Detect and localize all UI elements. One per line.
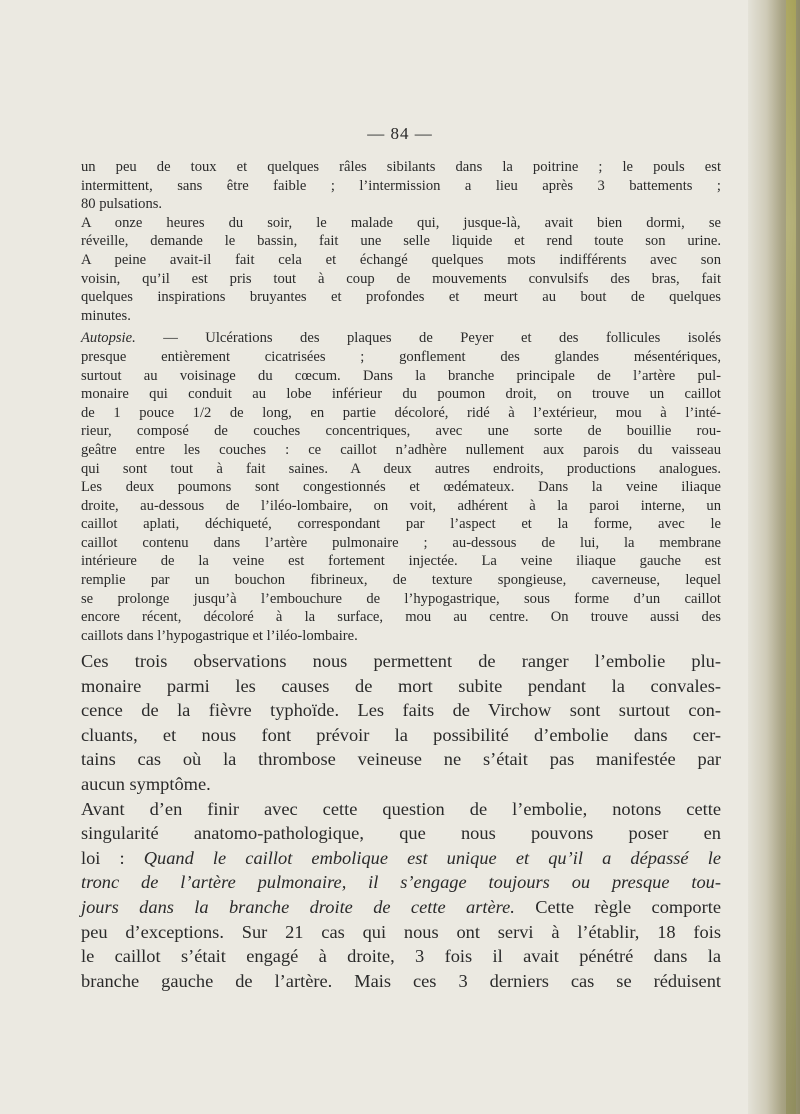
text-line: de 1 pouce 1/2 de long, en partie décoloré, ridé à l’extérieur, mou à l’inté- <box>81 404 721 421</box>
text-line: Les deux poumons sont congestionnés et œdémateux. Dans la veine iliaque <box>81 479 721 496</box>
text-line: un peu de toux et quelques râles sibilants dans la poitrine ; le pouls est <box>81 159 721 175</box>
text-line: branche gauche de l’artère. Mais ces 3 derniers cas se réduisent <box>81 970 721 991</box>
text-line: le caillot s’était engagé à droite, 3 fois il avait pénétré dans la <box>81 946 721 967</box>
page-number: — 84 — <box>367 124 433 143</box>
text-line: geâtre entre les couches : ce caillot n’adhère nullement aux parois du vaisseau <box>81 441 721 458</box>
text-line: peu d’exceptions. Sur 21 cas qui nous ont servi à l’établir, 18 fois <box>81 921 721 942</box>
text-fragment: — Ulcérations des plaques de Peyer et des follicules isolés <box>135 330 721 347</box>
text-line: aucun symptôme. <box>81 773 211 794</box>
text-line: tains cas où la thrombose veineuse ne s’était pas manifestée par <box>81 749 721 770</box>
paragraph-death <box>81 214 721 326</box>
text-line: minutes. <box>81 307 131 324</box>
text-line: cluants, et nous font prévoir la possibilité d’embolie dans cer- <box>81 724 721 745</box>
text-line: encore récent, décoloré à la surface, mou au centre. On trouve aussi des <box>81 609 721 626</box>
text-line: intermittent, sans être faible ; l’intermission a lieu après 3 battements ; <box>81 177 721 194</box>
rule-emphasis: Quand le caillot embolique est unique et qu’il a dépassé le <box>143 847 721 868</box>
main-text-section <box>81 649 721 993</box>
text-line: singularité anatomo-pathologique, que nous pouvons poser en <box>81 823 721 844</box>
text-line: caillots dans l’hypogastrique et l’iléo-lombaire. <box>81 627 358 644</box>
text-fragment: Cette règle comporte <box>514 896 721 917</box>
small-print-section <box>81 158 721 645</box>
text-line: surtout au voisinage du cœcum. Dans la branche principale de l’artère pul- <box>81 367 721 384</box>
paragraph-autopsy <box>81 329 721 645</box>
rule-emphasis: jours dans la branche droite de cette artère. <box>81 896 515 917</box>
paragraph-symptoms <box>81 158 721 214</box>
text-line: voisin, qu’il est pris tout à coup de mouvements convulsifs des bras, fait <box>81 270 721 287</box>
text-line: monaire parmi les causes de mort subite pendant la convales- <box>81 675 721 696</box>
text-line: caillot aplati, déchiqueté, correspondant par l’aspect et la forme, avec le <box>81 516 721 533</box>
text-line: qui sont tout à fait saines. A deux autres endroits, productions analogues. <box>81 460 721 477</box>
page-edge-shadow <box>748 0 800 1114</box>
text-line <box>81 329 721 348</box>
text-line: intérieure de la veine est fortement injectée. La veine iliaque gauche est <box>81 553 721 570</box>
paragraph-rule <box>81 797 721 994</box>
text-line: remplie par un bouchon fibrineux, de texture spongieuse, caverneuse, lequel <box>81 572 721 589</box>
text-line: presque entièrement cicatrisées ; gonflement des glandes mésentériques, <box>81 348 721 365</box>
paragraph-conclusion <box>81 649 721 797</box>
text-line: Avant d’en finir avec cette question de l’embolie, notons cette <box>81 798 721 819</box>
text-line: quelques inspirations bruyantes et profondes et meurt au bout de quelques <box>81 289 721 306</box>
text-line: 80 pulsations. <box>81 196 163 213</box>
autopsy-label: Autopsie. <box>81 330 136 347</box>
text-line: A onze heures du soir, le malade qui, jusque-là, avait bien dormi, se <box>81 214 721 231</box>
text-line: rieur, composé de couches concentriques, avec une sorte de bouillie rou- <box>81 423 721 440</box>
text-line <box>81 846 721 871</box>
text-line: Ces trois observations nous permettent de ranger l’embolie plu- <box>81 651 721 671</box>
text-line: se prolonge jusqu’à l’embouchure de l’hypogastrique, sous forme d’un caillot <box>81 590 721 607</box>
text-line: monaire qui conduit au lobe inférieur du poumon droit, on trouve un caillot <box>81 386 721 403</box>
text-line: caillot contenu dans l’artère pulmonaire ; au-dessous de lui, la membrane <box>81 534 721 551</box>
text-line: réveille, demande le bassin, fait une selle liquide et rend toute son urine. <box>81 233 721 250</box>
text-line <box>81 870 721 895</box>
text-line: droite, au-dessous de l’iléo-lombaire, on voit, adhérent à la paroi interne, un <box>81 497 721 514</box>
text-line: A peine avait-il fait cela et échangé quelques mots indifférents avec son <box>81 251 721 268</box>
text-line <box>81 895 721 920</box>
rule-emphasis: tronc de l’artère pulmonaire, il s’engage toujours ou presque tou- <box>81 872 721 893</box>
text-fragment: loi : <box>81 847 144 868</box>
text-line: cence de la fièvre typhoïde. Les faits de Virchow sont surtout con- <box>81 700 721 721</box>
